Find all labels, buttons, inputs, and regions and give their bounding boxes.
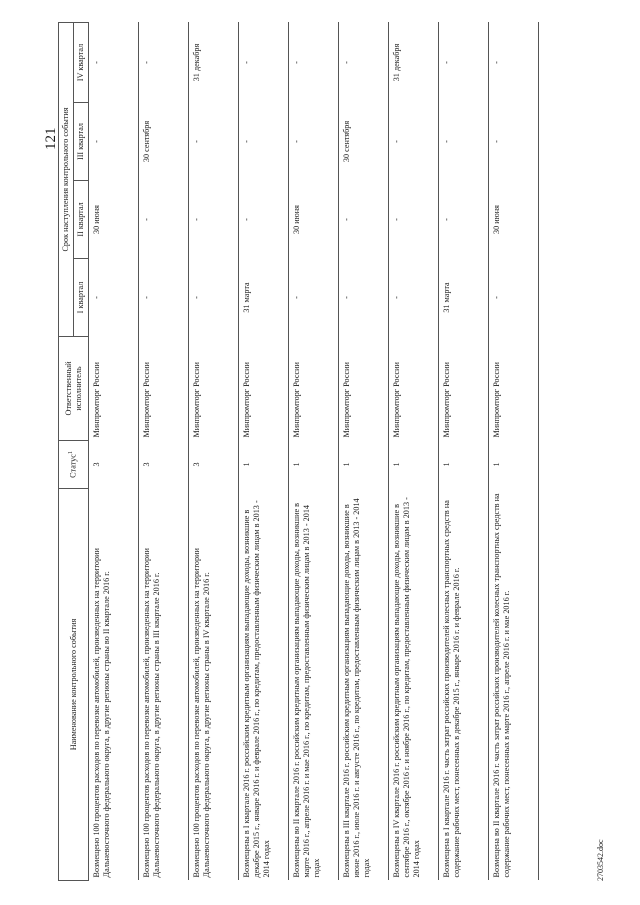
table-row xyxy=(489,22,539,880)
file-name-footer: 2703542.doc xyxy=(596,839,605,881)
event-responsible: Минпромторг России xyxy=(439,337,489,441)
header-q2: II квартал xyxy=(74,181,89,259)
event-q4: 31 декабря xyxy=(389,22,439,102)
event-responsible: Минпромторг России xyxy=(289,337,339,441)
header-deadline-group: Срок наступления контрольного события xyxy=(59,22,74,336)
event-q1: - xyxy=(389,259,439,337)
event-q3: 30 сентября xyxy=(339,103,389,181)
event-q3: - xyxy=(189,103,239,181)
event-q3: - xyxy=(239,103,289,181)
event-q3: 30 сентября xyxy=(139,103,189,181)
event-status: 1 xyxy=(239,441,289,489)
event-name: Возмещены в I квартале 2016 г. российским кредитным организациям выпадающие доходы, возникшие в декабре 2015 г., январе 2016 г. и феврале 2016 г., по кредитам, предоставленным физическим лицам в 2013 - 2014 годах xyxy=(239,489,289,881)
event-status: 1 xyxy=(439,441,489,489)
event-responsible: Минпромторг России xyxy=(189,337,239,441)
event-name: Возмещена в I квартале 2016 г. часть затрат российских производителей колесных транспортных средств на содержание рабочих мест, понесенных в декабре 2015 г., январе 2016 г. и феврале 2016 г. xyxy=(439,489,489,881)
event-q4: - xyxy=(89,22,139,102)
event-responsible: Минпромторг России xyxy=(489,337,539,441)
event-q3: - xyxy=(439,103,489,181)
event-name: Возмещена во II квартале 2016 г. часть затрат российских производителей колесных транспортных средств на содержание рабочих мест, понесенных в марте 2016 г., апреле 2016 г. и мае 2016 г. xyxy=(489,489,539,881)
event-q1: 31 марта xyxy=(439,259,489,337)
page-number: 121 xyxy=(43,127,59,150)
event-q1: - xyxy=(89,259,139,337)
event-name: Возмещено 100 процентов расходов по перевозке автомобилей, произведенных на территории Дальневосточного федерального округа, в другие регионы страны во II квартале 2016 г. xyxy=(89,489,139,881)
event-q4: - xyxy=(339,22,389,102)
header-q4: IV квартал xyxy=(74,22,89,102)
event-q3: - xyxy=(389,103,439,181)
header-status: Статус$^1$ xyxy=(59,441,89,489)
event-status: 1 xyxy=(489,441,539,489)
event-q2: - xyxy=(389,181,439,259)
event-responsible: Минпромторг России xyxy=(89,337,139,441)
table-row xyxy=(239,22,289,880)
table-row xyxy=(89,22,139,880)
event-status: 1 xyxy=(389,441,439,489)
header-responsible: Ответственный исполнитель xyxy=(59,337,89,441)
event-q3: - xyxy=(289,103,339,181)
event-q2: 30 июня xyxy=(489,181,539,259)
event-q4: - xyxy=(139,22,189,102)
event-q4: - xyxy=(239,22,289,102)
control-events-table xyxy=(58,22,539,881)
event-q2: 30 июня xyxy=(89,181,139,259)
event-q2: - xyxy=(139,181,189,259)
event-q1: - xyxy=(289,259,339,337)
event-responsible: Минпромторг России xyxy=(239,337,289,441)
event-q1: - xyxy=(139,259,189,337)
table-row xyxy=(389,22,439,880)
table-row xyxy=(439,22,489,880)
table-row xyxy=(189,22,239,880)
event-q4: - xyxy=(289,22,339,102)
header-name: Наименование контрольного события xyxy=(59,489,89,881)
event-status: 1 xyxy=(339,441,389,489)
event-q2: 30 июня xyxy=(289,181,339,259)
event-q2: - xyxy=(239,181,289,259)
event-q2: - xyxy=(339,181,389,259)
event-responsible: Минпромторг России xyxy=(339,337,389,441)
event-name: Возмещены в III квартале 2016 г. российским кредитным организациям выпадающие доходы, возникшие в июне 2016 г., июле 2016 г. и августе 2016 г., по кредитам, предоставленным физическим лицам в 2013 - 2014 годах xyxy=(339,489,389,881)
table-row xyxy=(139,22,189,880)
event-q1: - xyxy=(189,259,239,337)
event-q2: - xyxy=(439,181,489,259)
event-q3: - xyxy=(489,103,539,181)
event-q1: - xyxy=(339,259,389,337)
event-name: Возмещены в IV квартале 2016 г. российским кредитным организациям выпадающие доходы, возникшие в сентябре 2016 г., октябре 2016 г. и ноябре 2016 г., по кредитам, предоставленным физическим лицам в 2013 - 2014 годах xyxy=(389,489,439,881)
event-status: 3 xyxy=(139,441,189,489)
event-name: Возмещены во II квартале 2016 г. российским кредитным организациям выпадающие доходы, возникшие в марте 2016 г., апреле 2016 г. и мае 2016 г., по кредитам, предоставленным физическим лицам в 2013 - 2014 годах xyxy=(289,489,339,881)
header-q1: I квартал xyxy=(74,259,89,337)
event-q4: 31 декабря xyxy=(189,22,239,102)
event-q4: - xyxy=(489,22,539,102)
event-status: 3 xyxy=(189,441,239,489)
event-status: 3 xyxy=(89,441,139,489)
event-status: 1 xyxy=(289,441,339,489)
event-q4: - xyxy=(439,22,489,102)
event-q1: 31 марта xyxy=(239,259,289,337)
event-q2: - xyxy=(189,181,239,259)
header-q3: III квартал xyxy=(74,103,89,181)
event-responsible: Минпромторг России xyxy=(389,337,439,441)
event-name: Возмещено 100 процентов расходов по перевозке автомобилей, произведенных на территории Дальневосточного федерального округа, в другие регионы страны в IV квартале 2016 г. xyxy=(189,489,239,881)
event-q3: - xyxy=(89,103,139,181)
table-row xyxy=(339,22,389,880)
event-name: Возмещено 100 процентов расходов по перевозке автомобилей, произведенных на территории Дальневосточного федерального округа, в другие регионы страны в III квартале 2016 г. xyxy=(139,489,189,881)
event-q1: - xyxy=(489,259,539,337)
table-row xyxy=(289,22,339,880)
event-responsible: Минпромторг России xyxy=(139,337,189,441)
